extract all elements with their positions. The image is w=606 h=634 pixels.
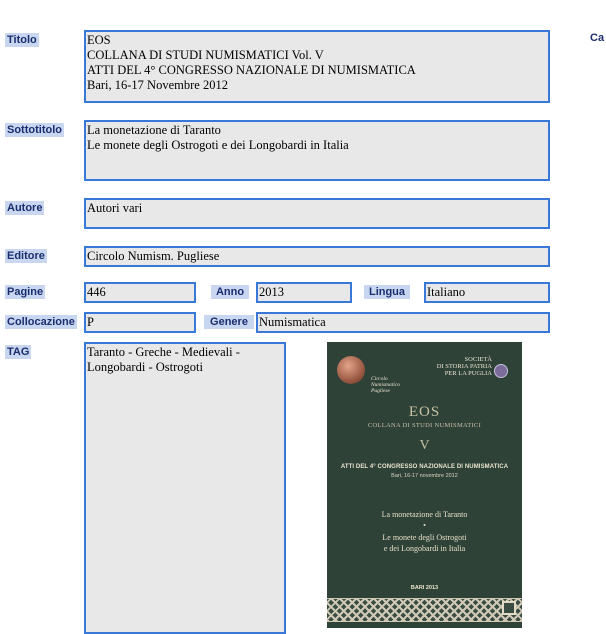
book-cover-image (327, 342, 522, 628)
autore-field[interactable]: Autori vari (84, 198, 550, 229)
cover-monete-text: Le monete degli Ostrogoti e dei Longobardi in Italia (382, 533, 467, 553)
editore-label: Editore (7, 250, 45, 262)
titolo-field[interactable]: EOS COLLANA DI STUDI NUMISMATICI Vol. V ATTI DEL 4° CONGRESSO NAZIONALE DI NUMISMATICA Bari, 16-17 Novembre 2012 (84, 30, 550, 103)
medal-logo (337, 356, 365, 384)
cover-bullet: • (423, 521, 426, 530)
genere-field[interactable]: Numismatica (256, 312, 550, 333)
tag-field[interactable]: Taranto - Greche - Medievali - Longobardi - Ostrogoti (84, 342, 286, 634)
lingua-label: Lingua (364, 285, 410, 299)
lingua-field[interactable]: Italiano (424, 282, 550, 303)
sottotitolo-field[interactable]: La monetazione di Taranto Le monete degli Ostrogoti e dei Longobardi in Italia (84, 120, 550, 181)
societa-badge-icon (494, 364, 508, 378)
collocazione-field[interactable]: P (84, 312, 196, 333)
anno-field[interactable]: 2013 (256, 282, 352, 303)
pagine-label: Pagine (7, 286, 44, 298)
cover-frieze-pattern (327, 598, 522, 622)
cover-volume-number: V (419, 438, 430, 453)
collocazione-label: Collocazione (7, 316, 75, 328)
cover-collana-text: COLLANA DI STUDI NUMISMATICI (367, 422, 482, 429)
cut-off-label: Ca (590, 32, 605, 44)
cover-eos-title: EOS (408, 404, 441, 420)
anno-label: Anno (211, 285, 249, 299)
cover-monetazione-text: La monetazione di Taranto (381, 510, 468, 519)
tag-label: TAG (7, 346, 30, 358)
autore-label: Autore (7, 202, 43, 214)
cover-bari-year: BARI 2013 (410, 585, 439, 591)
editore-field[interactable]: Circolo Numism. Pugliese (84, 246, 550, 267)
genere-label: Genere (204, 315, 254, 329)
cover-bari-date: Bari, 16-17 novembre 2012 (391, 473, 458, 479)
cover-circolo-text: Circolo Numismatico Pugliese (371, 376, 401, 394)
cover-atti-text: ATTI DEL 4° CONGRESSO NAZIONALE DI NUMISMATICA (340, 464, 509, 470)
titolo-label: Titolo (7, 34, 37, 46)
sottotitolo-label: Sottotitolo (7, 124, 62, 136)
cover-frieze-knot (502, 601, 516, 615)
cover-societa-text: SOCIETÀ DI STORIA PATRIA PER LA PUGLIA (436, 356, 492, 377)
pagine-field[interactable]: 446 (84, 282, 196, 303)
